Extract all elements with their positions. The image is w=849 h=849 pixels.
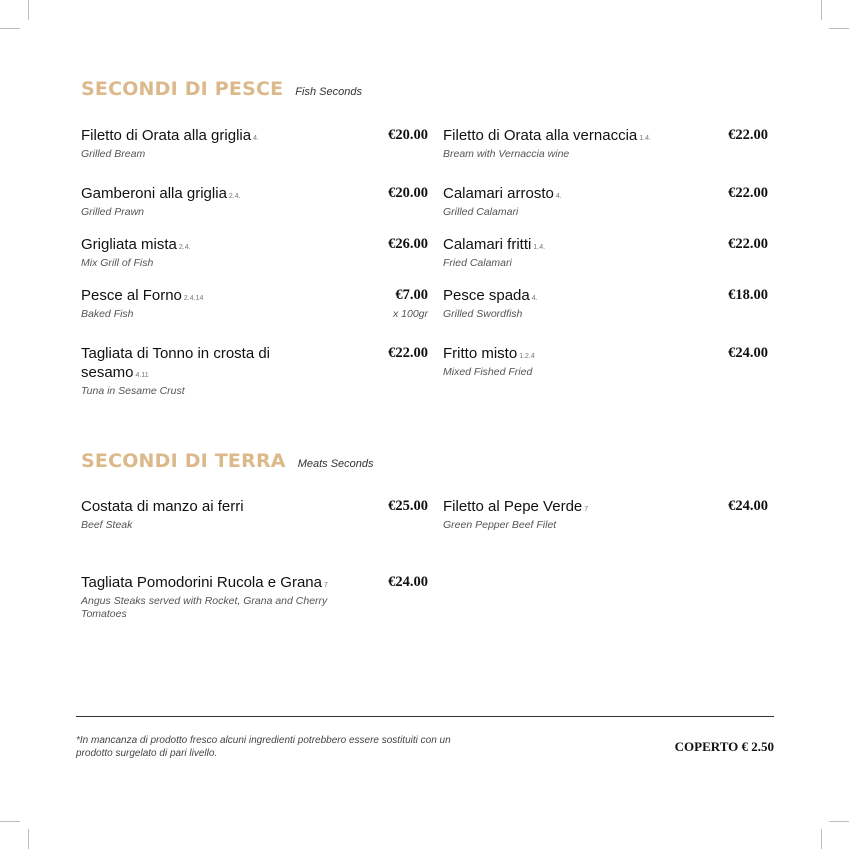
item-allergens: 1.4. (639, 135, 651, 142)
item-allergens: 2.4.14 (183, 295, 204, 302)
crop-mark (0, 821, 20, 822)
item-price: €20.00 (388, 185, 428, 201)
item-price: €25.00 (388, 498, 428, 514)
item-description: Grilled Swordfish (443, 308, 523, 320)
fish-section-header (81, 78, 362, 100)
item-allergens: 4.11 (135, 372, 149, 379)
crop-mark (28, 0, 29, 20)
meat-section-header (81, 450, 374, 472)
menu-item (443, 184, 768, 219)
section-subtitle: Fish Seconds (295, 86, 362, 98)
crop-mark (821, 829, 822, 849)
item-name: Fritto misto 1.2.4 (443, 345, 535, 362)
item-name: Tagliata Pomodorini Rucola e Grana 7 (81, 574, 328, 591)
item-description: Mixed Fished Fried (443, 366, 533, 378)
cover-charge: COPERTO € 2.50 (674, 739, 774, 754)
item-description: Bream with Vernaccia wine (443, 148, 570, 160)
item-name: Filetto di Orata alla griglia 4. (81, 127, 259, 144)
item-description: Beef Steak (81, 519, 133, 531)
item-description: Angus Steaks served with Rocket, Grana and Cherry Tomatoes (81, 595, 328, 620)
item-description: Mix Grill of Fish (81, 257, 154, 269)
item-name: Tagliata di Tonno in crosta di sesamo 4.11 (81, 345, 271, 381)
item-allergens: 7 (323, 582, 328, 589)
item-name: Grigliata mista 2.4. (81, 236, 191, 253)
item-price: €22.00 (728, 185, 768, 201)
item-name: Costata di manzo ai ferri (81, 498, 244, 515)
item-name: Calamari arrosto 4. (443, 185, 562, 202)
item-description: Grilled Calamari (443, 206, 519, 218)
item-price: €26.00 (388, 236, 428, 252)
item-name: Pesce spada 4. (443, 287, 538, 304)
item-price: €22.00 (388, 345, 428, 361)
menu-item (443, 235, 768, 270)
item-allergens: 4. (531, 295, 538, 302)
item-description: Green Pepper Beef Filet (443, 519, 557, 531)
menu-item (443, 286, 768, 321)
item-name: Calamari fritti 1.4. (443, 236, 546, 253)
crop-mark (0, 28, 20, 29)
crop-mark (829, 821, 849, 822)
item-name: Filetto al Pepe Verde 7 (443, 498, 589, 515)
item-allergens: 7 (584, 506, 589, 513)
crop-mark (821, 0, 822, 20)
item-allergens: 4. (555, 193, 562, 200)
item-price: €7.00 (395, 287, 428, 303)
menu-item (81, 184, 428, 219)
section-title: SECONDI DI PESCE (81, 78, 284, 100)
menu-item (81, 497, 428, 532)
crop-mark (829, 28, 849, 29)
item-allergens: 2.4. (228, 193, 241, 200)
item-price: €18.00 (728, 287, 768, 303)
menu-item (81, 126, 428, 161)
item-price: €22.00 (728, 127, 768, 143)
menu-item (81, 573, 428, 621)
menu-item (443, 126, 768, 161)
item-allergens: 1.2.4 (519, 353, 535, 360)
item-description: Tuna in Sesame Crust (81, 385, 185, 397)
footnote: *In mancanza di prodotto fresco alcuni ingredienti potrebbero essere sostituiti con un prodotto surgelato di pari livello. (76, 735, 451, 759)
item-price: €24.00 (728, 498, 768, 514)
crop-mark (28, 829, 29, 849)
item-price-unit: x 100gr (392, 308, 428, 320)
section-subtitle: Meats Seconds (297, 458, 374, 470)
menu-item (81, 235, 428, 270)
item-allergens: 1.4. (533, 244, 546, 251)
item-description: Grilled Prawn (81, 206, 145, 218)
item-price: €24.00 (388, 574, 428, 590)
menu-item (81, 286, 428, 321)
section-title: SECONDI DI TERRA (81, 450, 286, 472)
item-description: Fried Calamari (443, 257, 512, 269)
menu-item (443, 344, 768, 379)
footer-divider (76, 716, 774, 717)
menu-item (81, 344, 428, 398)
item-allergens: 2.4. (178, 244, 191, 251)
item-price: €24.00 (728, 345, 768, 361)
item-name: Gamberoni alla griglia 2.4. (81, 185, 241, 202)
item-price: €20.00 (388, 127, 428, 143)
item-name: Filetto di Orata alla vernaccia 1.4. (443, 127, 651, 144)
item-description: Baked Fish (81, 308, 134, 320)
item-name: Pesce al Forno 2.4.14 (81, 287, 204, 304)
item-description: Grilled Bream (81, 148, 146, 160)
item-allergens: 4. (253, 135, 259, 142)
item-price: €22.00 (728, 236, 768, 252)
menu-item (443, 497, 768, 532)
